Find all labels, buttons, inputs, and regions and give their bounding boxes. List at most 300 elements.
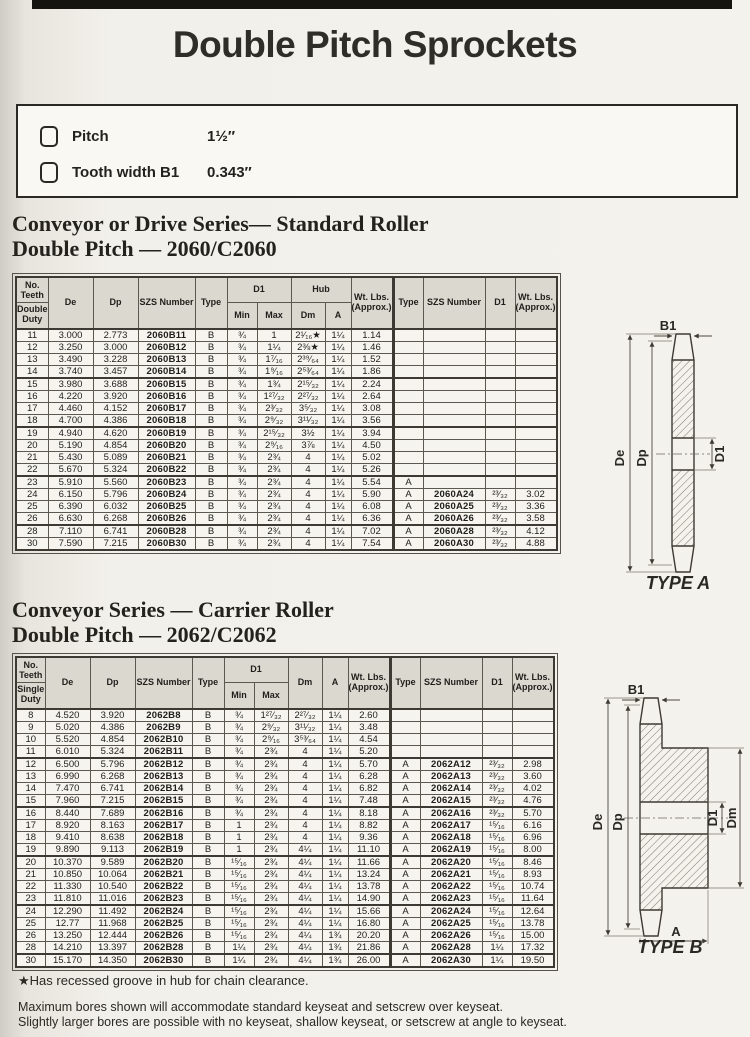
col-header-wt-a: Wt. Lbs. (Approx.) — [515, 277, 557, 329]
table-cell: 2062B18 — [135, 831, 192, 843]
table-cell: 12.444 — [90, 929, 135, 941]
table-cell: B — [192, 709, 224, 722]
table-cell: 2062B25 — [135, 917, 192, 929]
table-row — [16, 341, 557, 353]
table-cell: ¾ — [227, 341, 257, 353]
table-row — [16, 905, 554, 918]
table-cell — [482, 709, 512, 722]
table-cell: 10.370 — [45, 856, 90, 869]
table-cell — [512, 745, 554, 758]
table-cell: 1¼ — [322, 709, 348, 722]
table-row — [16, 819, 554, 831]
table-cell: 1¼ — [325, 500, 351, 512]
table-cell: B — [195, 476, 227, 489]
table-cell: 4.940 — [48, 427, 93, 440]
col-header-d1-a: D1 — [482, 657, 512, 709]
table-cell: 1¼ — [322, 758, 348, 771]
table-cell: 2.24 — [351, 378, 393, 391]
table-cell: 7.02 — [351, 525, 393, 538]
table-cell — [485, 390, 515, 402]
table-cell: ¾ — [227, 353, 257, 365]
table-cell: A — [390, 819, 420, 831]
table-cell: A — [390, 856, 420, 869]
table-row — [16, 329, 557, 342]
table-cell: 1¼ — [322, 892, 348, 905]
table-cell: 1¼ — [322, 782, 348, 794]
table-cell: 2¾ — [257, 500, 291, 512]
table-cell — [393, 365, 423, 378]
table-cell: B — [195, 463, 227, 476]
table-cell: A — [393, 488, 423, 500]
table-cell: ²³⁄₃₂ — [485, 488, 515, 500]
table-cell: 6.741 — [90, 782, 135, 794]
table-cell: 18 — [16, 831, 45, 843]
table-row — [16, 414, 557, 427]
table-cell — [482, 745, 512, 758]
table-cell — [423, 439, 485, 451]
table-cell: ²³⁄₃₂ — [485, 500, 515, 512]
spec-label: Pitch — [72, 128, 109, 145]
table-row — [16, 807, 554, 820]
table-cell: 14 — [16, 365, 48, 378]
table-cell: B — [192, 929, 224, 941]
table-cell: A — [393, 537, 423, 550]
table-cell: 2⁹⁄₃₂ — [257, 414, 291, 427]
table-cell: A — [390, 917, 420, 929]
table-cell: 2062A22 — [420, 880, 482, 892]
table-row — [16, 733, 554, 745]
table-cell: 10.064 — [90, 868, 135, 880]
table-cell: ¾ — [227, 439, 257, 451]
table-cell: 4 — [291, 476, 325, 489]
table-cell: B — [192, 794, 224, 807]
table-cell: ¾ — [227, 476, 257, 489]
dp-label: Dp — [610, 813, 625, 831]
table-cell: 1⁹⁄₁₆ — [257, 365, 291, 378]
table-cell: ¾ — [224, 758, 254, 771]
table-cell: 2060B16 — [138, 390, 195, 402]
table-cell: 4.520 — [45, 709, 90, 722]
table-cell — [423, 476, 485, 489]
table-cell: 18 — [16, 414, 48, 427]
table-cell: B — [192, 758, 224, 771]
table-cell: ¾ — [224, 745, 254, 758]
col-header-szs-a: SZS Number — [423, 277, 485, 329]
table-cell: 2¾ — [254, 831, 288, 843]
table-cell — [393, 402, 423, 414]
table-cell: ¹⁵⁄₁₆ — [482, 843, 512, 856]
table-row — [16, 929, 554, 941]
table-cell: 2.64 — [351, 390, 393, 402]
table-cell: 2¾ — [257, 488, 291, 500]
table-cell — [515, 378, 557, 391]
table-cell: 25 — [16, 917, 45, 929]
col-header-teeth: No. Teeth Double Duty — [16, 277, 48, 329]
table-cell: 3.457 — [93, 365, 138, 378]
table-cell: 4 — [288, 819, 322, 831]
table-cell: ¾ — [227, 512, 257, 525]
table-cell: 8.00 — [512, 843, 554, 856]
table-cell — [390, 709, 420, 722]
table-cell: 1¼ — [325, 439, 351, 451]
table-cell: 12.290 — [45, 905, 90, 918]
table-cell: 11.810 — [45, 892, 90, 905]
table-cell: 4 — [288, 745, 322, 758]
table-cell: ¾ — [227, 525, 257, 538]
table-cell — [423, 427, 485, 440]
table-cell: 4 — [288, 831, 322, 843]
table-row — [16, 843, 554, 856]
table-cell: 26 — [16, 512, 48, 525]
table-cell: B — [195, 353, 227, 365]
table-row — [16, 353, 557, 365]
table-cell — [423, 390, 485, 402]
table-cell: 2062A26 — [420, 929, 482, 941]
table-cell: 20 — [16, 439, 48, 451]
table-cell: B — [192, 892, 224, 905]
table-cell: ¾ — [224, 794, 254, 807]
table-cell: 13.24 — [348, 868, 390, 880]
table-cell: B — [195, 525, 227, 538]
table-cell: 2062B21 — [135, 868, 192, 880]
table-row — [16, 378, 557, 391]
table-cell: 2⁹⁄₁₆ — [257, 439, 291, 451]
table-cell: 1¼ — [325, 341, 351, 353]
table-cell: 1¼ — [322, 831, 348, 843]
table-cell — [393, 341, 423, 353]
table-cell: ¾ — [227, 463, 257, 476]
table-row — [16, 917, 554, 929]
table-cell: 2¾ — [254, 782, 288, 794]
table-cell: 15 — [16, 794, 45, 807]
table-cell: 6.268 — [90, 770, 135, 782]
table-cell: 2060B30 — [138, 537, 195, 550]
d1-label: D1 — [705, 809, 720, 827]
table-cell: ¾ — [224, 807, 254, 820]
table-cell: 2¾ — [254, 819, 288, 831]
table-cell: 4¼ — [288, 856, 322, 869]
b1-label: B1 — [659, 320, 677, 333]
table-cell: 1¼ — [325, 390, 351, 402]
table-cell: 2060B14 — [138, 365, 195, 378]
table-row — [16, 880, 554, 892]
table-cell — [515, 439, 557, 451]
table-cell: 3.980 — [48, 378, 93, 391]
table-cell: 5.324 — [93, 463, 138, 476]
table-cell: 11.968 — [90, 917, 135, 929]
table-cell: ²³⁄₃₂ — [485, 537, 515, 550]
table-cell: 4 — [291, 537, 325, 550]
table-cell: ¾ — [227, 500, 257, 512]
table-cell — [420, 733, 482, 745]
table-cell: 2¾ — [257, 451, 291, 463]
table-cell: A — [393, 476, 423, 489]
table-cell: 1 — [224, 831, 254, 843]
b1-label: B1 — [627, 684, 645, 697]
col-header-type-a: Type — [390, 657, 420, 709]
table-cell: 9 — [16, 721, 45, 733]
table-cell: 11 — [16, 745, 45, 758]
table-cell: 10.74 — [512, 880, 554, 892]
table-cell — [390, 733, 420, 745]
table-cell: 2062B22 — [135, 880, 192, 892]
table-cell: B — [195, 427, 227, 440]
table-cell: 2062A24 — [420, 905, 482, 918]
table-row — [16, 365, 557, 378]
table-cell — [423, 402, 485, 414]
table-cell: 8 — [16, 709, 45, 722]
table-body-2062 — [16, 709, 554, 967]
table-cell: 6.150 — [48, 488, 93, 500]
table-cell: 6.82 — [348, 782, 390, 794]
table-cell: ¹⁵⁄₁₆ — [482, 905, 512, 918]
col-header-d1-a: D1 — [485, 277, 515, 329]
table-cell: B — [192, 941, 224, 954]
table-cell — [423, 365, 485, 378]
table-cell: 3⁵³⁄₆₄ — [288, 733, 322, 745]
col-header-d1: D1 — [224, 657, 288, 683]
type-b-caption: TYPE B — [637, 937, 703, 956]
table-cell: 1¼ — [322, 905, 348, 918]
table-cell: 1¼ — [322, 917, 348, 929]
table-cell: 2²⁷⁄₃₂ — [288, 709, 322, 722]
table-cell: 2062B30 — [135, 954, 192, 967]
table-cell: 5.020 — [45, 721, 90, 733]
table-cell: 1¼ — [224, 954, 254, 967]
table-cell: 7.48 — [348, 794, 390, 807]
table-cell: A — [390, 770, 420, 782]
table-cell: 13 — [16, 770, 45, 782]
table-cell: 5.796 — [90, 758, 135, 771]
table-cell: 6.990 — [45, 770, 90, 782]
table-cell: ¹⁵⁄₁₆ — [224, 868, 254, 880]
table-cell: 1.86 — [351, 365, 393, 378]
table-cell: 9.113 — [90, 843, 135, 856]
table-cell: 2060A30 — [423, 537, 485, 550]
table-cell — [485, 365, 515, 378]
table-cell: 4.854 — [90, 733, 135, 745]
table-cell — [512, 733, 554, 745]
table-cell: 20 — [16, 856, 45, 869]
table-cell: 4 — [288, 782, 322, 794]
table-cell: 2.98 — [512, 758, 554, 771]
table-cell: 8.163 — [90, 819, 135, 831]
table-cell: 6.08 — [351, 500, 393, 512]
table-cell: B — [192, 745, 224, 758]
sprocket-table-2062 — [15, 656, 555, 968]
table-cell: 7.689 — [90, 807, 135, 820]
table-cell: 2062B14 — [135, 782, 192, 794]
table-cell: 1¼ — [325, 427, 351, 440]
table-cell: A — [393, 525, 423, 538]
table-cell: 24 — [16, 905, 45, 918]
table-cell: 4¼ — [288, 868, 322, 880]
table-cell: B — [195, 488, 227, 500]
table-row — [16, 512, 557, 525]
table-cell: 6.741 — [93, 525, 138, 538]
table-cell — [515, 463, 557, 476]
table-cell: B — [192, 819, 224, 831]
table-cell: 8.638 — [90, 831, 135, 843]
table-cell: 1.52 — [351, 353, 393, 365]
table-cell — [420, 745, 482, 758]
table-cell: B — [192, 843, 224, 856]
table-cell: 6.96 — [512, 831, 554, 843]
col-header-max: Max — [257, 303, 291, 329]
table-cell: 4.54 — [348, 733, 390, 745]
a-label: A — [671, 924, 681, 939]
table-cell: 2060B20 — [138, 439, 195, 451]
table-cell: 16 — [16, 390, 48, 402]
table-cell: 3.000 — [93, 341, 138, 353]
table-cell: A — [390, 782, 420, 794]
table-header — [16, 277, 557, 329]
table-cell: 10.540 — [90, 880, 135, 892]
table-cell: A — [390, 941, 420, 954]
table-cell: 1¼ — [482, 954, 512, 967]
table-cell: 2¾ — [257, 512, 291, 525]
table-cell: ¹⁵⁄₁₆ — [482, 917, 512, 929]
table-cell: 2062B13 — [135, 770, 192, 782]
table-cell: 5.20 — [348, 745, 390, 758]
table-cell: 2062B12 — [135, 758, 192, 771]
table-cell: A — [390, 807, 420, 820]
table-cell — [420, 721, 482, 733]
table-cell: 6.16 — [512, 819, 554, 831]
table-cell: 14.350 — [90, 954, 135, 967]
table-cell — [512, 709, 554, 722]
table-cell: 2062A12 — [420, 758, 482, 771]
table-cell: 2060B25 — [138, 500, 195, 512]
table-cell: ¹⁵⁄₁₆ — [224, 856, 254, 869]
table-cell — [485, 414, 515, 427]
table-cell: 2¾ — [254, 758, 288, 771]
table-cell: 1⁷⁄₁₆ — [257, 353, 291, 365]
table-cell: 13.78 — [512, 917, 554, 929]
table-cell — [485, 476, 515, 489]
table-cell: 8.440 — [45, 807, 90, 820]
table-cell: 2¾ — [254, 770, 288, 782]
table-cell: 2062B9 — [135, 721, 192, 733]
table-cell: 2060B17 — [138, 402, 195, 414]
table-cell: 2060B28 — [138, 525, 195, 538]
type-a-caption: TYPE A — [645, 573, 711, 592]
table-cell: 2062B24 — [135, 905, 192, 918]
table-cell — [420, 709, 482, 722]
table-cell: 4 — [288, 758, 322, 771]
d1-label: D1 — [712, 445, 727, 463]
table-cell — [485, 451, 515, 463]
table-cell: 2¾ — [254, 905, 288, 918]
table-cell — [393, 414, 423, 427]
table-cell: 2060B22 — [138, 463, 195, 476]
table-row — [16, 525, 557, 538]
table-cell: 2062A25 — [420, 917, 482, 929]
table-cell: 23 — [16, 476, 48, 489]
table-cell: 4¼ — [288, 941, 322, 954]
table-cell: 2¾ — [254, 917, 288, 929]
table-cell: 17.32 — [512, 941, 554, 954]
table-cell: 2060A24 — [423, 488, 485, 500]
table-cell: 8.46 — [512, 856, 554, 869]
table-cell: ²³⁄₃₂ — [485, 525, 515, 538]
table-cell — [393, 378, 423, 391]
table-cell: 1¼ — [325, 451, 351, 463]
col-header-dp: Dp — [90, 657, 135, 709]
table-cell: 2060B18 — [138, 414, 195, 427]
col-header-type-a: Type — [393, 277, 423, 329]
table-cell: 3.36 — [515, 500, 557, 512]
table-cell: 1¼ — [322, 721, 348, 733]
table-cell: 1¼ — [257, 341, 291, 353]
table-cell: ¹⁵⁄₁₆ — [482, 819, 512, 831]
table-cell: 2¾ — [257, 537, 291, 550]
table-cell: 3.250 — [48, 341, 93, 353]
table-cell: 2¾ — [254, 856, 288, 869]
table-cell: 2³⁹⁄₆₄ — [291, 353, 325, 365]
table-cell: 5.430 — [48, 451, 93, 463]
table-cell: 1¼ — [322, 807, 348, 820]
table-cell: 19 — [16, 427, 48, 440]
table-row — [16, 427, 557, 440]
table-cell: A — [390, 843, 420, 856]
table-cell: 7.960 — [45, 794, 90, 807]
table-cell — [515, 414, 557, 427]
table-cell — [393, 427, 423, 440]
table-cell: 2¾ — [254, 892, 288, 905]
table-cell — [515, 329, 557, 342]
col-header-type: Type — [192, 657, 224, 709]
spec-value: 0.343″ — [207, 164, 252, 181]
table-cell: ²³⁄₃₂ — [482, 758, 512, 771]
table-cell: B — [195, 341, 227, 353]
table-cell: ¹⁵⁄₁₆ — [482, 831, 512, 843]
table-cell: ¾ — [224, 733, 254, 745]
table-cell: 30 — [16, 954, 45, 967]
table-cell: 1¾ — [257, 378, 291, 391]
table-cell: 5.90 — [351, 488, 393, 500]
col-header-wt: Wt. Lbs. (Approx.) — [351, 277, 393, 329]
table-cell: 20.20 — [348, 929, 390, 941]
section-title-line1: Conveyor Series — Carrier Roller — [12, 597, 334, 622]
table-cell: 1¾ — [322, 941, 348, 954]
table-cell — [512, 721, 554, 733]
table-row — [16, 794, 554, 807]
table-cell: 7.54 — [351, 537, 393, 550]
table-cell: B — [192, 807, 224, 820]
footnote-line: Slightly larger bores are possible with no keyseat, shallow keyseat, or setscrew at angle to keyseat. — [18, 1015, 567, 1029]
col-header-wt: Wt. Lbs. (Approx.) — [348, 657, 390, 709]
table-cell: 4.386 — [93, 414, 138, 427]
table-cell: 2062B26 — [135, 929, 192, 941]
table-cell: 11.64 — [512, 892, 554, 905]
table-cell: 3⁵⁄₃₂ — [291, 402, 325, 414]
table-cell: 4¼ — [288, 954, 322, 967]
table-cell — [393, 439, 423, 451]
col-header-d1: D1 — [227, 277, 291, 303]
sprocket-table-2060 — [15, 276, 558, 551]
scan-top-bar — [32, 0, 732, 9]
table-cell: 11 — [16, 329, 48, 342]
table-cell: 7.110 — [48, 525, 93, 538]
table-cell: 4.460 — [48, 402, 93, 414]
table-cell: 3⅞ — [291, 439, 325, 451]
table-cell: 3.60 — [512, 770, 554, 782]
table-cell: 5.520 — [45, 733, 90, 745]
table-cell: B — [195, 365, 227, 378]
table-cell: 2062B16 — [135, 807, 192, 820]
table-cell: 1¼ — [322, 880, 348, 892]
